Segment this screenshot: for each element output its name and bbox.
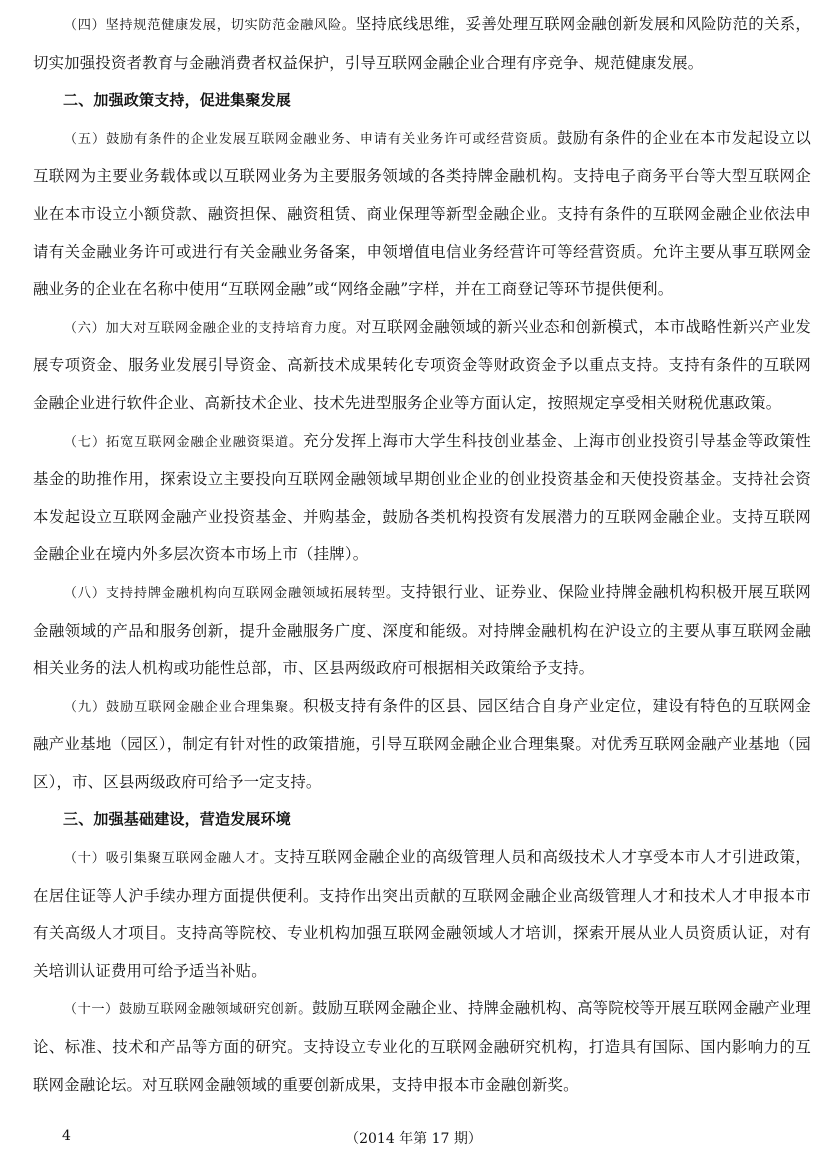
- paragraph-body: 支持银行业、证券业、保险业持牌金融机构积极开展互联网金融领域的产品和服务创新，提升金融服务广度、深度和能级。对持牌金融机构在沪设立的主要从事互联网金融相关业务的法人机构或功能性总部，市、区县两级政府可根据相关政策给予支持。: [33, 582, 811, 678]
- paragraph-6: [33, 309, 811, 423]
- paragraph-body: 积极支持有条件的区县、园区结合自身产业定位，建设有特色的互联网金融产业基地（园区），制定有针对性的政策措施，引导互联网金融企业合理集聚。对优秀互联网金融产业基地（园区），市、区县两级政府可给予一定支持。: [33, 696, 811, 791]
- paragraph-lead: （八）支持持牌金融机构向互联网金融领域拓展转型。: [63, 585, 401, 601]
- paragraph-body: 充分发挥上海市大学生科技创业基金、上海市创业投资引导基金等政策性基金的助推作用，探索设立主要投向互联网金融领域早期创业企业的创业投资基金和天使投资基金。支持社会资本发起设立互联网金融产业投资基金、并购基金，鼓励各类机构投资有发展潜力的互联网金融企业。支持互联网金融企业在境内外多层次资本市场上市（挂牌）。: [33, 431, 811, 564]
- paragraph-9: [33, 688, 811, 802]
- paragraph-body: 鼓励互联网金融企业、持牌金融机构、高等院校等开展互联网金融产业理论、标准、技术和产品等方面的研究。支持设立专业化的互联网金融研究机构，打造具有国际、国内影响力的互联网金融论坛。对互联网金融领域的重要创新成果，支持申报本市金融创新奖。: [33, 999, 811, 1094]
- issue-label: （2014 年第 17 期）: [345, 1131, 482, 1147]
- page-number: 4: [62, 1128, 71, 1144]
- paragraph-8: [33, 574, 811, 688]
- paragraph-11: [33, 990, 811, 1104]
- paragraph-body: 鼓励有条件的企业在本市发起设立以互联网为主要业务载体或以互联网业务为主要服务领域的各类持牌金融机构。支持电子商务平台等大型互联网企业在本市设立小额贷款、融资担保、融资租赁、商业保理等新型金融企业。支持有条件的互联网金融企业依法申请有关金融业务许可或进行有关金融业务备案，申领增值电信业务经营许可等经营资质。允许主要从事互联网金融业务的企业在名称中使用“互联网金融”或“网络金融”字样，并在工商登记等环节提供便利。: [33, 128, 812, 299]
- paragraph-4: [33, 6, 811, 82]
- section-heading-2: 二、加强政策支持，促进集聚发展: [63, 91, 292, 110]
- paragraph-5: [33, 120, 811, 309]
- paragraph-lead: （七）拓宽互联网金融企业融资渠道。: [63, 434, 304, 450]
- paragraph-7: [33, 423, 811, 574]
- paragraph-lead: （十一）鼓励互联网金融领域研究创新。: [63, 1002, 313, 1018]
- paragraph-10: [33, 839, 811, 990]
- section-heading-3: 三、加强基础建设，营造发展环境: [63, 810, 292, 829]
- paragraph-lead: （九）鼓励互联网金融企业合理集聚。: [63, 699, 304, 715]
- document-body: [33, 6, 811, 1104]
- paragraph-body: 对互联网金融领域的新兴业态和创新模式，本市战略性新兴产业发展专项资金、服务业发展引导资金、高新技术成果转化专项资金等财政资金予以重点支持。支持有条件的互联网金融企业进行软件企业、高新技术企业、技术先进型服务企业等方面认定，按照规定享受相关财税优惠政策。: [33, 317, 811, 412]
- paragraph-lead: （四）坚持规范健康发展，切实防范金融风险。: [63, 18, 356, 33]
- paragraph-body: 支持互联网金融企业的高级管理人员和高级技术人才享受本市人才引进政策，在居住证等人沪手续办理方面提供便利。支持作出突出贡献的互联网金融企业高级管理人才和技术人才申报本市有关高级人才项目。支持高等院校、专业机构加强互联网金融领域人才培训，探索开展从业人员资质认证，对有关培训认证费用可给予适当补贴。: [33, 848, 811, 980]
- page-footer: [0, 1128, 827, 1150]
- paragraph-lead: （五）鼓励有条件的企业发展互联网金融业务、申请有关业务许可或经营资质。: [63, 131, 557, 147]
- paragraph-lead: （十）吸引集聚互联网金融人才。: [63, 851, 274, 867]
- paragraph-body: 坚持底线思维，妥善处理互联网金融创新发展和风险防范的关系，切实加强投资者教育与金融消费者权益保护，引导互联网金融企业合理有序竞争、规范健康发展。: [33, 15, 811, 72]
- paragraph-lead: （六）加大对互联网金融企业的支持培育力度。: [63, 320, 356, 336]
